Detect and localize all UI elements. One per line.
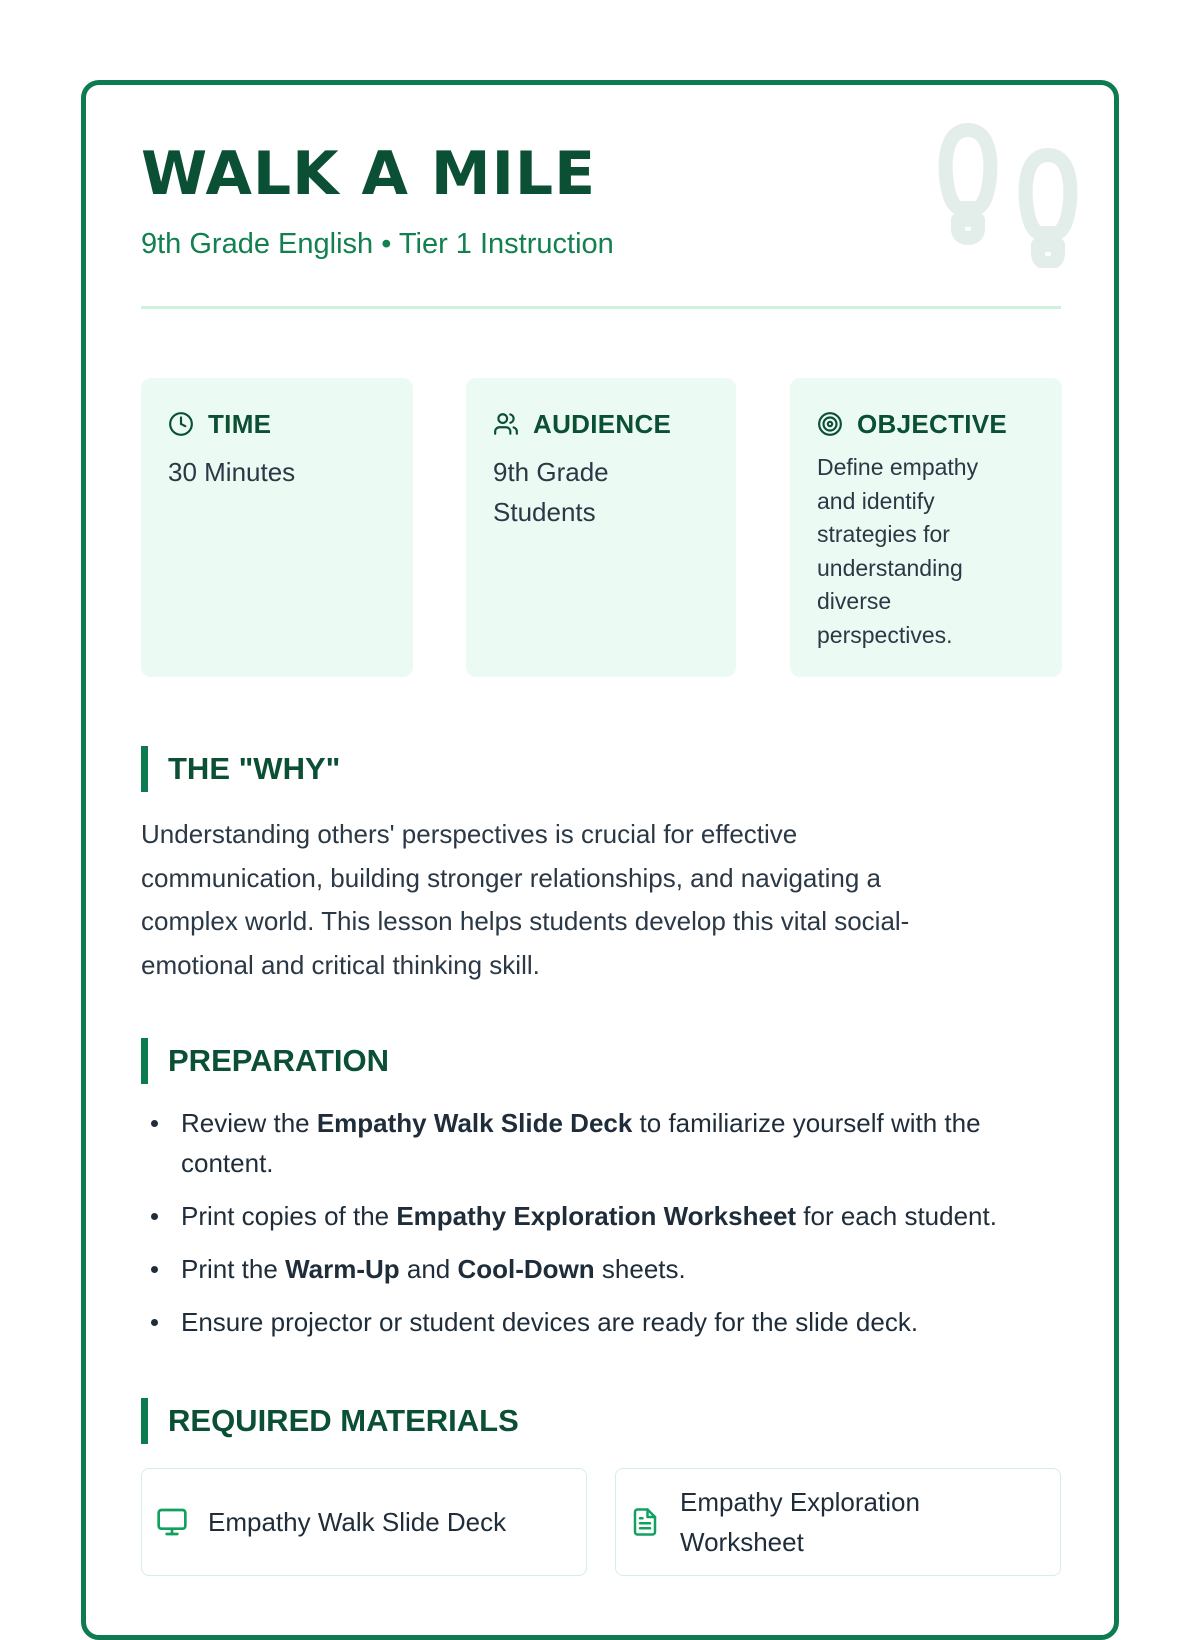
- objective-line: understanding: [817, 554, 963, 581]
- bullet-icon: [151, 1120, 158, 1127]
- material-slide-deck[interactable]: [141, 1468, 587, 1576]
- list-item: [141, 1302, 1081, 1342]
- objective-line: diverse: [817, 588, 892, 614]
- item-text: Print copies of the: [181, 1201, 397, 1231]
- objective-value: [817, 451, 1036, 652]
- info-box-audience: [466, 378, 736, 677]
- item-text: for each student.: [796, 1201, 997, 1231]
- page-title: WALK A MILE: [141, 139, 597, 209]
- time-value: 30 Minutes: [168, 457, 296, 487]
- objective-line: Define empathy: [817, 454, 979, 480]
- document-icon: [630, 1506, 660, 1538]
- audience-value-line: Students: [493, 497, 596, 527]
- materials-heading: REQUIRED MATERIALS: [141, 1398, 519, 1444]
- audience-value-line: 9th Grade: [493, 457, 609, 487]
- item-text: content.: [181, 1148, 274, 1178]
- item-emphasis: Cool-Down: [457, 1254, 595, 1284]
- material-label: [680, 1482, 920, 1562]
- item-text: sheets.: [594, 1254, 686, 1284]
- why-line: complex world. This lesson helps students develop this vital social-: [141, 906, 910, 936]
- audience-label: AUDIENCE: [533, 408, 672, 439]
- item-emphasis: Warm-Up: [285, 1254, 400, 1284]
- objective-line: and identify: [817, 487, 935, 514]
- preparation-heading: PREPARATION: [141, 1038, 389, 1084]
- why-paragraph: [141, 813, 1041, 987]
- why-line: Understanding others' perspectives is crucial for effective: [141, 819, 798, 849]
- info-box-time: [141, 378, 413, 677]
- bullet-icon: [151, 1213, 158, 1220]
- preparation-list: [141, 1103, 1081, 1355]
- why-line: communication, building stronger relationships, and navigating a: [141, 862, 881, 893]
- item-text: and: [399, 1254, 458, 1284]
- why-line: emotional and critical thinking skill.: [141, 949, 540, 980]
- audience-value: [493, 452, 710, 532]
- material-worksheet[interactable]: [615, 1468, 1061, 1576]
- users-icon: [493, 411, 519, 437]
- item-text: Print the: [181, 1254, 286, 1284]
- list-item: [141, 1103, 1081, 1183]
- monitor-icon: [156, 1506, 188, 1538]
- objective-line: strategies for: [817, 521, 950, 547]
- item-text: to familiarize yourself with the: [632, 1108, 981, 1138]
- material-label-line: Empathy Exploration: [680, 1487, 920, 1517]
- header-divider: [141, 306, 1061, 309]
- page-subtitle: 9th Grade English • Tier 1 Instruction: [141, 228, 614, 260]
- item-emphasis: Empathy Exploration Worksheet: [396, 1201, 797, 1231]
- target-icon: [817, 411, 843, 437]
- item-text: Review the: [181, 1108, 317, 1138]
- item-text: Ensure projector or student devices are ready for the slide deck.: [181, 1307, 919, 1337]
- material-label-line: Worksheet: [680, 1527, 804, 1557]
- footprints-icon: [938, 118, 1078, 268]
- list-item: [141, 1196, 1081, 1236]
- list-item: [141, 1249, 1081, 1289]
- clock-icon: [168, 411, 194, 437]
- bullet-icon: [151, 1266, 158, 1273]
- time-label: TIME: [208, 408, 272, 439]
- bullet-icon: [151, 1319, 158, 1326]
- info-box-objective: [790, 378, 1062, 677]
- objective-label: OBJECTIVE: [857, 408, 1008, 439]
- why-heading: THE "WHY": [141, 746, 340, 792]
- objective-line: perspectives.: [817, 621, 953, 648]
- material-label: Empathy Walk Slide Deck: [208, 1507, 507, 1537]
- item-emphasis: Empathy Walk Slide Deck: [316, 1108, 633, 1138]
